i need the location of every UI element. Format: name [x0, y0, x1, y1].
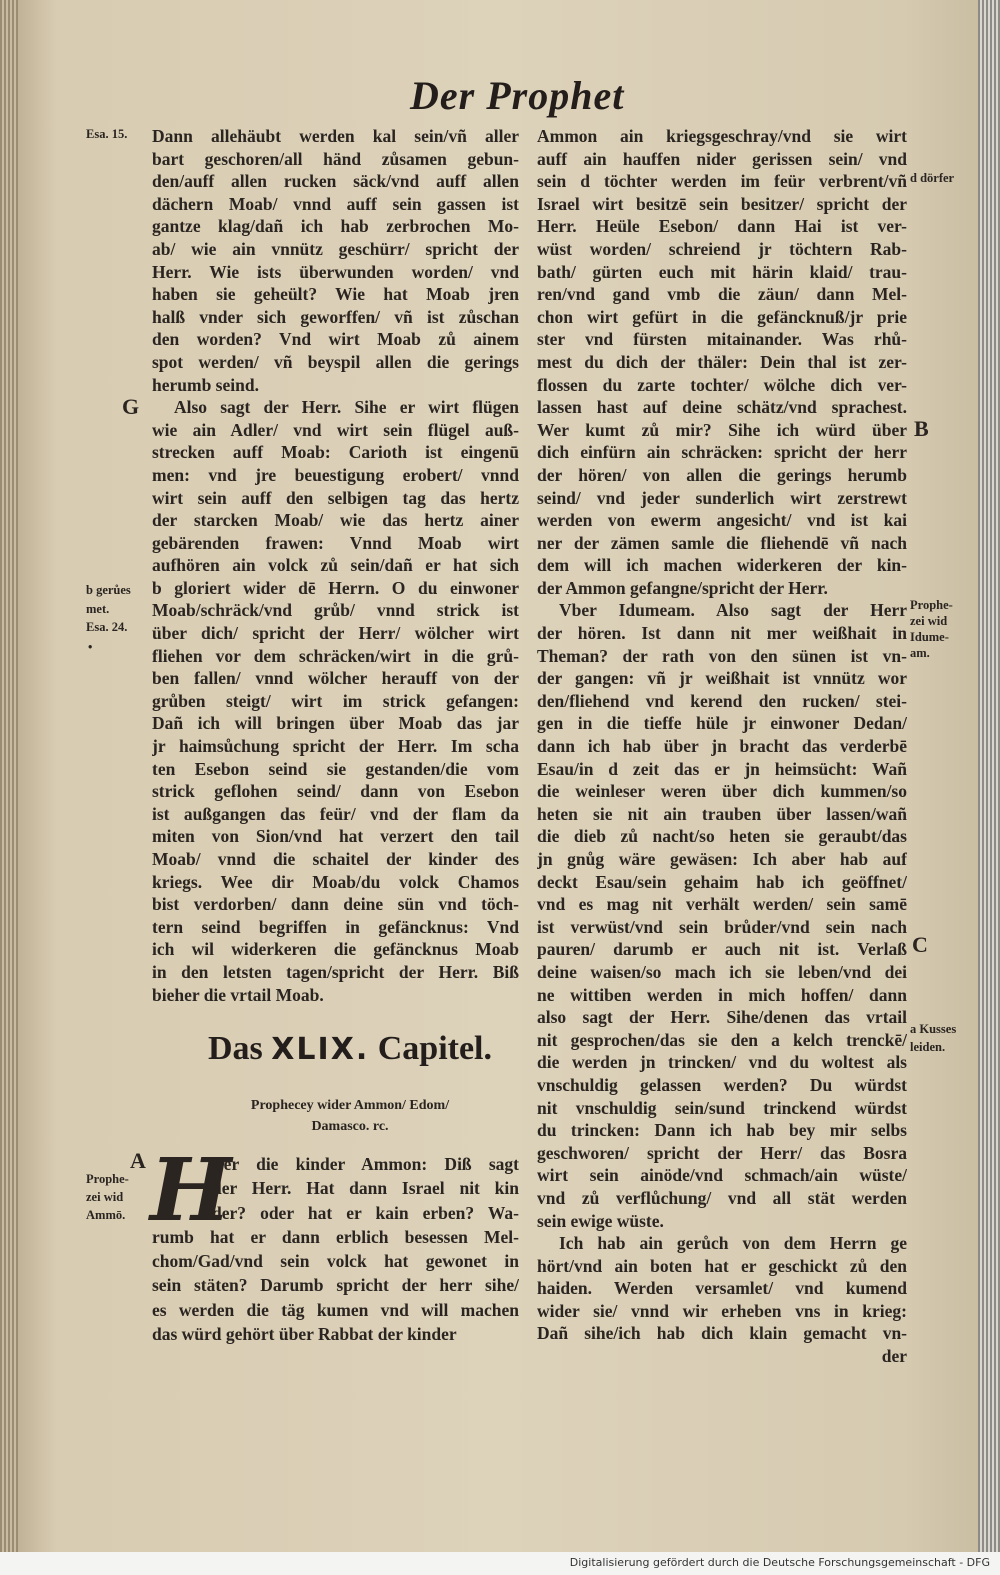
left-column — [152, 125, 519, 1006]
text-line: hört/vnd ain boten hat er geschickt zů den — [537, 1255, 907, 1276]
text-line: der starcken Moab/ wie das hertz ainer — [152, 510, 519, 531]
text-line: fliehen vor dem schräcken/wirt in die grů- — [152, 645, 519, 666]
text-line: den/auff allen rucken säck/vnd auff allen — [152, 171, 519, 192]
text-line: ich wil widerkeren die gefäncknus Moab — [152, 939, 519, 960]
chapter-number: XLIX — [271, 1032, 356, 1067]
section-marker-b: B — [914, 416, 929, 441]
text-line: bieher die vrtail Moab. — [152, 984, 324, 1005]
margin-reference: Esa. 15. — [86, 127, 128, 141]
text-line: der — [881, 1346, 907, 1367]
text-line: halß vnder sich geworffen/ vñ ist zůschan — [152, 306, 519, 327]
text-line: mest du dich der thäler: Dein thal ist zer- — [537, 351, 907, 372]
text-line: also sagt der Herr. Sihe/denen das vrtail — [537, 1007, 907, 1028]
text-line: miten von Sion/vnd hat verzert den tail — [152, 826, 519, 847]
text-line: dich einfürn ain schräcken: spricht der herr — [537, 442, 907, 463]
text-line: flossen du zarte tochter/ wölche dich ver- — [537, 374, 907, 395]
text-line: wirt sein ainöde/vnd schmach/ain wüste/ — [537, 1165, 907, 1186]
text-line: dem will ich machen widerkeren der kin- — [537, 555, 907, 576]
text-line: dann ich hab über jn bracht das verderbē — [537, 736, 907, 757]
chapter-suffix: Capitel. — [377, 1030, 493, 1067]
margin-note: met. — [86, 602, 110, 616]
text-line: grůben steigt/ wirt im strick gefangen: — [152, 690, 519, 711]
text-line: ne wittiben werden in mich hoffen/ dann — [537, 984, 907, 1005]
text-line: es werden die täg kumen vnd will machen — [152, 1299, 519, 1320]
text-line: bist verdorben/ dann deine sün vnd töch- — [152, 894, 519, 915]
footer-credit: Digitalisierung gefördert durch die Deutsche Forschungsgemeinschaft - DFG — [569, 1556, 990, 1569]
text-line: ist außgangen das feür/ vnd der flam da — [152, 803, 519, 824]
text-line: spot werden/ vñ beyspil allen die gerings — [152, 351, 519, 372]
text-line: Herr. Heüle Esebon/ dann Hai ist ver- — [537, 216, 907, 237]
text-line: rumb hat er dann erblich besessen Mel- — [152, 1226, 519, 1247]
text-line: Esau/in d zeit das er jn heimsücht: Wañ — [537, 758, 907, 779]
text-line: auff ain hauffen nider gerissen sein/ vnd — [537, 148, 907, 169]
text-line: wirt sein auff den selbigen tag das hertz — [152, 487, 519, 508]
margin-note: a Kusses — [910, 1022, 957, 1036]
text-line: kriegs. Wee dir Moab/du volck Chamos — [152, 871, 519, 892]
text-line: Moab/ vnnd die schaitel der kinder des — [152, 849, 519, 869]
text-line: Israel wirt besitzē sein besitzer/ spricht der — [537, 193, 907, 214]
text-line: bath/ gürten euch mit härin klaid/ trau- — [537, 261, 907, 282]
text-line: dächern Moab/ vnnd auff sein gassen ist — [152, 193, 519, 214]
text-line: sein d töchter werden im feür verbrent/vñ — [537, 171, 907, 192]
chapter-heading: Das XLIX. Capitel. — [207, 1030, 493, 1067]
margin-note: Prophe- — [910, 598, 953, 612]
text-line: wider sie/ vnnd wir erheben vns in krieg: — [537, 1300, 907, 1321]
text-line: wüst worden/ schreiend jr töchtern Rab- — [537, 238, 907, 259]
text-line: aufhören ain volck zů sein/dañ er hat sich — [152, 555, 519, 576]
text-line: jn gnůg wäre gewäsen: Ich aber hab auf — [537, 849, 907, 869]
text-line: gen in die tieffe hüle jr einwoner Dedan/ — [537, 713, 907, 734]
text-line: der Ammon gefangne/spricht der Herr. — [537, 577, 828, 598]
text-line: ist verwüst/vnd sein brůder/vnd sein nach — [537, 916, 907, 937]
text-line: der gangen: vñ jr weißhait ist vnnütz wor — [537, 668, 907, 689]
text-line: ren/vnd gand vmb die zäun/ dann Mel- — [537, 284, 907, 305]
text-line: über dich/ spricht der Herr/ wölcher wirt — [152, 623, 519, 644]
right-column — [537, 125, 907, 1368]
running-head: Der Prophet — [410, 73, 625, 118]
text-line: Herr. Wie ists überwunden worden/ vnd — [152, 261, 519, 282]
text-line: chon wirt gefürt in die gefäncknuß/jr prie — [537, 306, 907, 327]
text-line: werden von ewerm angesicht/ vnd ist kai — [537, 510, 907, 531]
text-line: gantze klag/dañ ich hab zerbrochen Mo- — [152, 216, 519, 237]
text-line: der? oder hat er kain erben? Wa- — [212, 1202, 519, 1223]
text-line: ster vnd fürsten mitainander. Was rhů- — [537, 329, 907, 350]
text-line: tern seind begriffen in gefäncknus: Vnd — [152, 916, 519, 937]
text-line: Dann allehäubt werden kal sein/vñ aller — [152, 126, 519, 146]
text-line: seind/ vnd jeder sunderlich wirt zerstrewt — [537, 487, 907, 508]
text-line: lassen hast auf deine schätz/vnd sprachest. — [537, 397, 907, 418]
text-line: chom/Gad/vnd sein volck hat gewonet in — [152, 1251, 519, 1272]
text-line: Also sagt der Herr. Sihe er wirt flügen — [174, 397, 519, 418]
margin-note: leiden. — [910, 1040, 946, 1054]
text-line: der hören. Ist dann nit mer weißhait in — [537, 623, 907, 644]
text-line: geschworen/ spricht der Herr/ das Bosra — [537, 1142, 907, 1163]
page-stack-right — [978, 0, 1000, 1552]
text-line: b gloriert wider dē Herrn. O du einwoner — [152, 577, 519, 598]
text-line: die werden jn trincken/ vnd du woltest als — [537, 1052, 907, 1073]
text-line: jr haimsůchung spricht der Herr. Im scha — [152, 736, 519, 757]
text-line: Theman? der rath von den sünen ist vn- — [537, 645, 907, 666]
text-line: Ammon ain kriegsgeschray/vnd sie wirt — [537, 126, 907, 146]
text-line: Dañ ich will bringen über Moab das jar — [152, 713, 519, 734]
text-line: ten Esebon seind sie gestanden/die vom — [152, 758, 519, 779]
section-marker-c: C — [912, 932, 928, 957]
text-line: haben sie geheült? Wie hat Moab jren — [152, 284, 519, 305]
text-line: heten sie nit ain trauben über lassen/wañ — [537, 803, 907, 824]
margin-bullet: • — [88, 640, 93, 654]
summary-line: Damasco. rc. — [311, 1119, 389, 1134]
text-line: deckt Esau/sein gehaim hab ich geöffnet/ — [537, 871, 907, 892]
text-line: nit gesprochen/das sie den a kelch trenckē/ — [537, 1029, 907, 1050]
text-line: nit vnschuldig sein/sund trinckend würdst — [537, 1097, 907, 1118]
text-line: vnschuldig gelassen werden? Du würdst — [537, 1074, 907, 1095]
text-line: Wer kumt zů mir? Sihe ich würd über — [537, 419, 907, 440]
text-line: ben fallen/ vnnd wölcher herauff von der — [152, 668, 519, 689]
text-line: wie ain Adler/ vnd wirt sein flügel auß- — [152, 419, 519, 440]
text-line: Ich hab ain gerůch von dem Herrn ge — [559, 1233, 907, 1254]
text-line: sein stäten? Darumb spricht der herr sihe/ — [152, 1275, 519, 1296]
text-line: pauren/ darumb er auch nit ist. Verlaß — [537, 939, 907, 960]
footer-bar — [0, 1552, 1000, 1575]
text-line: in den letsten tagen/spricht der Herr. Biß — [152, 961, 519, 982]
text-line: Dañ sihe/ich hab dich klain gemacht vn- — [537, 1323, 907, 1344]
margin-note: Ammō. — [86, 1208, 126, 1222]
text-line: ner der zämen samle die fliehendē vñ nach — [537, 532, 907, 553]
text-line: gebärenden frawen: Vnnd Moab wirt — [152, 532, 519, 553]
margin-note: d dörfer — [910, 171, 955, 185]
text-line: strick geflohen seind/ dann von Esebon — [152, 781, 519, 802]
margin-note: am. — [910, 646, 930, 660]
margin-note: b gerůes — [86, 583, 131, 597]
text-line: herumb seind. — [152, 374, 259, 395]
section-marker-a: A — [130, 1148, 146, 1173]
text-line: den/fliehend vnd kerend den rucken/ stei- — [537, 690, 907, 711]
text-line: Vber Idumeam. Also sagt der Herr — [559, 600, 907, 621]
chapter-prefix: Das — [207, 1030, 263, 1067]
margin-note: zei wid — [86, 1190, 124, 1204]
text-line: men: vnd jre beuestigung erobert/ vnnd — [152, 464, 519, 485]
text-line: den worden? Vnd wirt Moab zů ainem — [152, 329, 519, 350]
section-marker-g: G — [122, 394, 140, 419]
text-line: deine waisen/so mach ich sie leben/vnd dei — [537, 961, 907, 982]
text-line: vnd zů verflůchung/ vnd all stät werden — [537, 1187, 907, 1208]
margin-note: zei wid — [910, 614, 948, 628]
text-line: strecken auff Moab: Carioth ist eingenū — [152, 442, 519, 463]
margin-note: Prophe- — [86, 1172, 129, 1186]
text-line: das würd gehört über Rabbat der kinder — [152, 1324, 457, 1345]
margin-note: Idume- — [910, 630, 949, 644]
text-line: ab/ wie ain vnnütz geschürr/ spricht der — [152, 238, 519, 259]
text-line: du trincken: Dann ich hab bey mir selbs — [537, 1120, 907, 1141]
text-line: Moab/schräck/vnd grůb/ vnnd strick ist — [152, 600, 519, 621]
chapter-summary — [180, 1095, 520, 1137]
drop-cap: H — [150, 1140, 232, 1241]
text-line: die dieb zů nacht/so heten sie geraubt/das — [537, 826, 907, 847]
text-line: der hören/ von allen die gerings herumb — [537, 464, 907, 485]
text-line: vnd es mag nit verhält werden/ sein samē — [537, 894, 907, 915]
text-line: Ber die kinder Ammon: Diß sagt — [212, 1154, 519, 1174]
margin-reference: Esa. 24. — [86, 620, 128, 634]
text-line: der Herr. Hat dann Israel nit kin — [212, 1178, 519, 1199]
text-line: haiden. Werden versamlet/ vnd kumend — [537, 1278, 907, 1299]
text-line: sein ewige wüste. — [537, 1210, 664, 1231]
summary-line: Prophecey wider Ammon/ Edom/ — [250, 1098, 450, 1113]
page-stack-left — [0, 0, 18, 1552]
text-line: die weinleser weren über dich kummen/so — [537, 781, 907, 802]
chapter-text — [152, 1152, 519, 1346]
text-line: bart geschoren/all händ zůsamen gebun- — [152, 148, 519, 169]
